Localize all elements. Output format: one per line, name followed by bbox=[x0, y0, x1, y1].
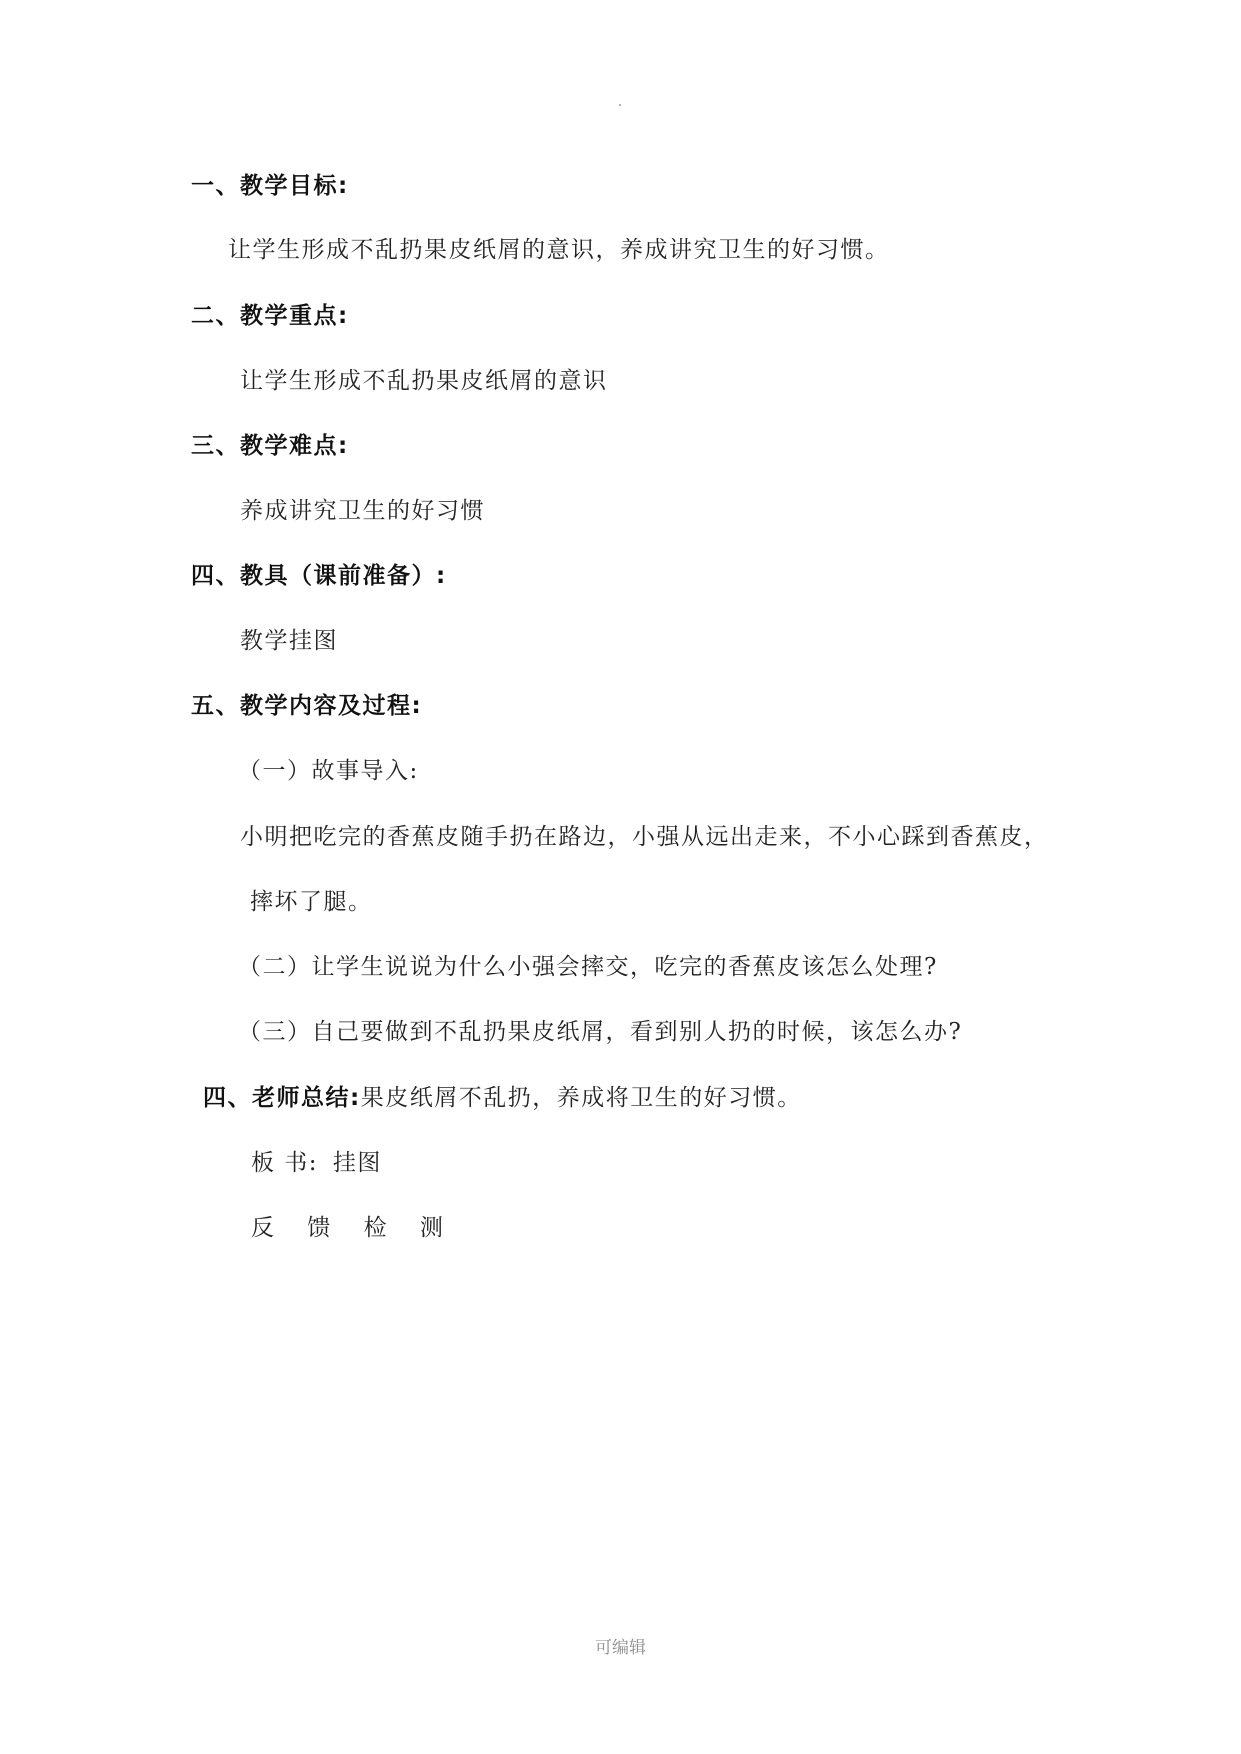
step-1: （一）故事导入: bbox=[238, 758, 419, 784]
section-heading-4: 四、教具（课前准备）: bbox=[191, 563, 447, 589]
board-line bbox=[251, 1148, 382, 1178]
feedback-line: 反 馈 检 测 bbox=[251, 1215, 456, 1241]
section-text-3: 养成讲究卫生的好习惯 bbox=[240, 498, 485, 524]
section-heading-6: 四、老师总结: bbox=[203, 1085, 361, 1111]
step-3: （三）自己要做到不乱扔果皮纸屑，看到别人扔的时候，该怎么办? bbox=[238, 1019, 963, 1045]
page-footer: 可编辑 bbox=[595, 1638, 646, 1658]
section-text-1: 让学生形成不乱扔果皮纸屑的意识，养成讲究卫生的好习惯。 bbox=[228, 237, 890, 263]
section-text-2: 让学生形成不乱扔果皮纸屑的意识 bbox=[240, 368, 608, 394]
section-text-6: 果皮纸屑不乱扔，养成将卫生的好习惯。 bbox=[360, 1085, 802, 1111]
section-heading-1: 一、教学目标: bbox=[191, 173, 349, 199]
step-2: （二）让学生说说为什么小强会摔交，吃完的香蕉皮该怎么处理? bbox=[238, 954, 938, 980]
page-dot bbox=[619, 104, 621, 106]
board-label: 板 书: bbox=[251, 1150, 319, 1176]
board-value: 挂图 bbox=[332, 1150, 382, 1176]
section-text-4: 教学挂图 bbox=[240, 628, 338, 654]
summary-line bbox=[203, 1083, 802, 1113]
section-heading-3: 三、教学难点: bbox=[191, 433, 349, 459]
story-line-2: 摔坏了腿。 bbox=[250, 889, 373, 915]
section-heading-2: 二、教学重点: bbox=[191, 303, 349, 329]
story-line-1: 小明把吃完的香蕉皮随手扔在路边，小强从远出走来，不小心踩到香蕉皮， bbox=[240, 824, 1049, 850]
section-heading-5: 五、教学内容及过程: bbox=[191, 693, 423, 719]
